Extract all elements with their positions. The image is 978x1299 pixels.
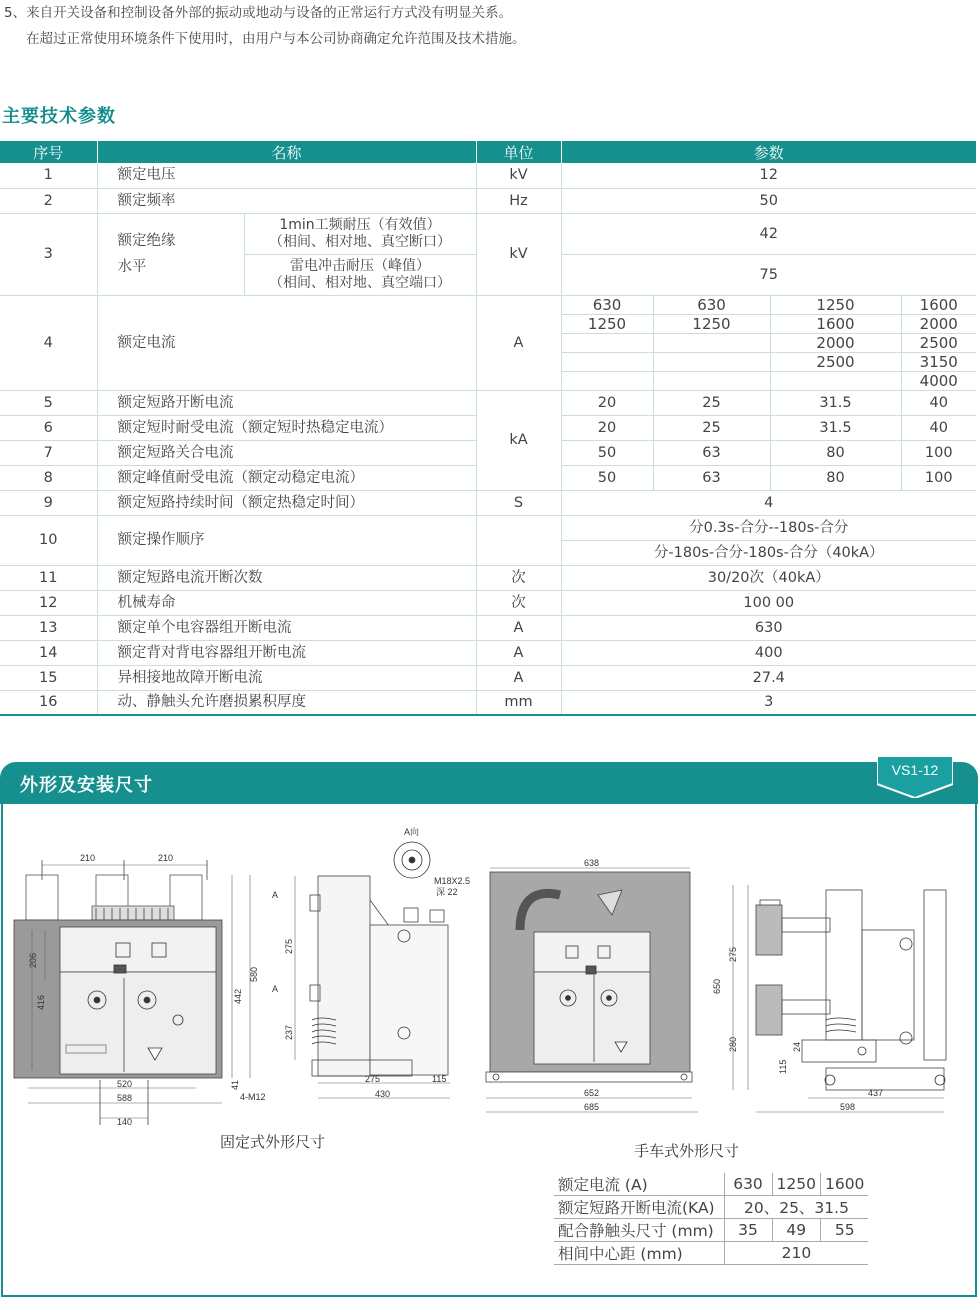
row-no: 6	[0, 415, 97, 440]
row-unit: A	[476, 665, 561, 690]
sub1-line2: （相间、相对地、真空断口）	[269, 233, 451, 250]
dim-638: 638	[584, 858, 600, 868]
row-no: 2	[0, 188, 97, 213]
insulation-name: 额定绝缘水平	[117, 233, 176, 275]
dim-206: 206	[28, 952, 38, 968]
row-value: 100 00	[561, 590, 976, 615]
dim-24: 24	[792, 1041, 802, 1052]
row-value: 400	[561, 640, 976, 665]
row-label: 配合静触头尺寸 (mm)	[554, 1219, 724, 1242]
row-value: 3	[561, 690, 976, 715]
current-cell: 1600	[770, 314, 901, 333]
contact-size-table	[554, 1173, 868, 1265]
specs-title: 主要技术参数	[2, 106, 116, 127]
row-name: 额定短时耐受电流（额定短时热稳定电流）	[97, 415, 476, 440]
row-name: 额定电流	[97, 295, 476, 390]
row-value: 63	[653, 440, 770, 465]
row-no: 4	[0, 295, 97, 390]
row-value: 分0.3s-合分--180s-合分	[561, 515, 976, 540]
row-name: 额定峰值耐受电流（额定动稳定电流）	[97, 465, 476, 490]
row-value: 100	[901, 440, 976, 465]
dim-115-b: 115	[778, 1059, 788, 1074]
dim-140: 140	[117, 1117, 133, 1127]
current-cell: 1250	[561, 314, 653, 333]
row-value: 25	[653, 390, 770, 415]
row-name: 额定操作顺序	[97, 515, 476, 565]
row-value: 25	[653, 415, 770, 440]
row-value: 31.5	[770, 415, 901, 440]
row-value: 50	[561, 465, 653, 490]
row-value: 12	[561, 163, 976, 188]
row-unit: kV	[476, 213, 561, 295]
dim-442: 442	[233, 988, 243, 1004]
dim-275-a: 275	[284, 938, 294, 954]
row-value: 31.5	[770, 390, 901, 415]
row-value: 40	[901, 390, 976, 415]
dim-652: 652	[584, 1088, 600, 1098]
sub1-line1: 1min工频耐压（有效值）	[279, 216, 441, 233]
row-value: 30/20次（40kA）	[561, 565, 976, 590]
row-name: 额定短路电流开断次数	[97, 565, 476, 590]
cell-value: 1600	[820, 1173, 868, 1196]
row-value: 63	[653, 465, 770, 490]
cart-front-view	[486, 858, 698, 1112]
row-name: 异相接地故障开断电流	[97, 665, 476, 690]
row-value: 630	[561, 615, 976, 640]
row-unit: kV	[476, 163, 561, 188]
row-no: 16	[0, 690, 97, 715]
current-cell: 1250	[770, 295, 901, 314]
current-cell: 630	[653, 295, 770, 314]
dim-588: 588	[117, 1093, 133, 1103]
row-name: 额定短路持续时间（额定热稳定时间）	[97, 490, 476, 515]
sub2-line1: 雷电冲击耐压（峰值）	[290, 257, 430, 274]
table-row	[554, 1173, 868, 1196]
model-badge-text: VS1-12	[891, 762, 939, 778]
cell-value: 49	[772, 1219, 820, 1242]
row-unit: 次	[476, 590, 561, 615]
current-cell: 4000	[901, 371, 976, 390]
dim-237: 237	[284, 1024, 294, 1040]
row-value: 20	[561, 415, 653, 440]
cell-value: 20、25、31.5	[724, 1196, 868, 1219]
row-no: 14	[0, 640, 97, 665]
current-cell: 3150	[901, 352, 976, 371]
dim-275-b: 275	[365, 1074, 381, 1084]
row-unit: A	[476, 295, 561, 390]
current-cell: 2000	[901, 314, 976, 333]
row-no: 9	[0, 490, 97, 515]
dimensions-title: 外形及安装尺寸	[20, 775, 153, 796]
row-no: 1	[0, 163, 97, 188]
cart-caption: 手车式外形尺寸	[634, 1142, 740, 1160]
dim-580: 580	[249, 966, 259, 982]
row-name: 额定电压	[97, 163, 476, 188]
header-unit: 单位	[476, 141, 561, 163]
dim-650: 650	[712, 978, 722, 994]
row-no: 8	[0, 465, 97, 490]
row-unit: A	[476, 615, 561, 640]
current-cell: 630	[561, 295, 653, 314]
row-no: 5	[0, 390, 97, 415]
m18-label: M18X2.5	[434, 876, 471, 886]
row-name: 额定短路开断电流	[97, 390, 476, 415]
header-param: 参数	[561, 141, 976, 163]
header-name: 名称	[97, 141, 476, 163]
dim-115-a: 115	[432, 1074, 447, 1084]
row-name: 动、静触头允许磨损累积厚度	[97, 690, 476, 715]
dim-520: 520	[117, 1079, 133, 1089]
table-row	[554, 1242, 868, 1265]
row-name: 机械寿命	[97, 590, 476, 615]
row-value: 100	[901, 465, 976, 490]
row-no: 15	[0, 665, 97, 690]
fixed-caption: 固定式外形尺寸	[220, 1133, 326, 1151]
row-value: 42	[561, 213, 976, 254]
row-label: 相间中心距 (mm)	[554, 1242, 724, 1265]
table-row	[554, 1219, 868, 1242]
row-no: 11	[0, 565, 97, 590]
table-row	[554, 1196, 868, 1219]
row-no: 13	[0, 615, 97, 640]
row-value: 75	[561, 254, 976, 295]
row-name: 额定频率	[97, 188, 476, 213]
row-value: 80	[770, 465, 901, 490]
row-value: 50	[561, 188, 976, 213]
dim-598: 598	[840, 1102, 856, 1112]
header-no: 序号	[0, 141, 97, 163]
row-value: 50	[561, 440, 653, 465]
row-no: 7	[0, 440, 97, 465]
row-value: 分-180s-合分-180s-合分（40kA）	[561, 540, 976, 565]
depth-label: 深 22	[436, 887, 458, 897]
cart-side-view	[712, 885, 946, 1112]
current-cell: 2000	[770, 333, 901, 352]
cell-value: 55	[820, 1219, 868, 1242]
dim-685: 685	[584, 1102, 600, 1112]
row-unit: A	[476, 640, 561, 665]
intro-line-1: 5、来自开关设备和控制设备外部的振动或地动与设备的正常运行方式没有明显关系。	[4, 5, 513, 21]
dim-280: 280	[728, 1036, 738, 1052]
dim-437: 437	[868, 1088, 884, 1098]
dim-275-c: 275	[728, 946, 738, 962]
row-value: 80	[770, 440, 901, 465]
arrow-a-1: A	[272, 890, 279, 900]
row-unit: mm	[476, 690, 561, 715]
current-cell: 1600	[901, 295, 976, 314]
row-no: 3	[0, 213, 97, 295]
cell-value: 1250	[772, 1173, 820, 1196]
intro-line-2: 在超过正常使用环境条件下使用时，由用户与本公司协商确定允许范围及技术措施。	[26, 31, 526, 47]
cell-value: 210	[724, 1242, 868, 1265]
row-name: 额定短路关合电流	[97, 440, 476, 465]
dim-430: 430	[375, 1089, 391, 1099]
row-unit: 次	[476, 565, 561, 590]
dim-416: 416	[36, 994, 46, 1010]
current-cell: 2500	[901, 333, 976, 352]
current-cell: 2500	[770, 352, 901, 371]
dim-210-a: 210	[80, 853, 96, 863]
row-label: 额定电流 (A)	[554, 1173, 724, 1196]
row-value: 20	[561, 390, 653, 415]
current-cell: 1250	[653, 314, 770, 333]
row-no: 10	[0, 515, 97, 565]
row-value: 4	[561, 490, 976, 515]
dim-4-m12: 4-M12	[240, 1092, 266, 1102]
cell-value: 35	[724, 1219, 772, 1242]
row-unit: S	[476, 490, 561, 515]
row-no: 12	[0, 590, 97, 615]
arrow-a-2: A	[272, 984, 279, 994]
dim-210-b: 210	[158, 853, 174, 863]
fixed-front-view	[14, 853, 266, 1127]
row-value: 27.4	[561, 665, 976, 690]
row-unit: Hz	[476, 188, 561, 213]
row-name: 额定单个电容器组开断电流	[97, 615, 476, 640]
a-view-label: A向	[404, 827, 420, 837]
dim-41: 41	[230, 1079, 240, 1090]
row-name: 额定背对背电容器组开断电流	[97, 640, 476, 665]
row-unit: kA	[476, 390, 561, 490]
sub2-line2: （相间、相对地、真空端口）	[269, 274, 451, 291]
fixed-side-view	[272, 826, 470, 1099]
cell-value: 630	[724, 1173, 772, 1196]
row-label: 额定短路开断电流(KA)	[554, 1196, 724, 1219]
row-value: 40	[901, 415, 976, 440]
